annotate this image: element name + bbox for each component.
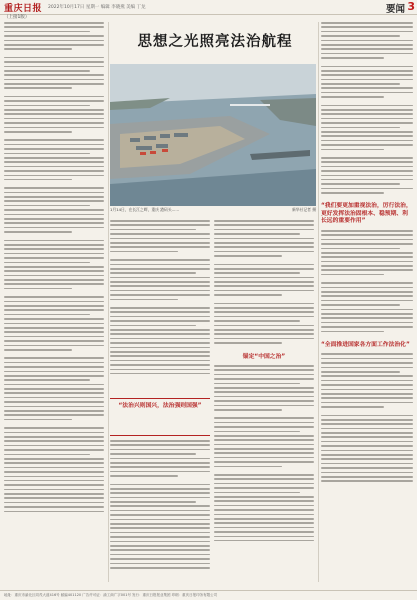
photo-credit: 新华社记者 摄	[292, 207, 316, 212]
newspaper-logo: 重庆日报	[4, 4, 43, 14]
page-footer: 地址：重庆市渝北区同茂大道416号 邮编401120 广告许可证：渝工商广字001号 发行：重庆日报报业集团 印刷：重庆日报印务有限公司	[0, 590, 417, 600]
article-column-2b	[110, 440, 210, 582]
pull-quote: “法治兴则国兴，法治强则国强”	[110, 398, 210, 436]
column-divider	[318, 22, 319, 582]
masthead	[0, 0, 417, 15]
page-number: 3	[407, 0, 415, 13]
lead-tag: （上接1版）	[4, 15, 30, 20]
subhead-2: “我们要更加重视法治，厉行法治，更好发挥法治固根本、稳预期、利长远的重要作用”	[321, 203, 412, 225]
column-divider	[108, 22, 109, 582]
article-column-3	[214, 220, 314, 582]
subhead-1: 锚定“中国之治”	[242, 353, 286, 360]
hero-photo	[110, 64, 316, 206]
article-column-2	[110, 220, 210, 395]
section-title: 要闻	[385, 4, 405, 15]
photo-caption-row	[110, 207, 316, 217]
article-column-1	[4, 22, 104, 584]
headline: 思想之光照亮法治航程	[137, 33, 293, 50]
dateline: 2022年10月17日 星期一 编辑 李晓燕 美编 丁龙	[48, 5, 146, 10]
article-column-4	[321, 22, 413, 584]
photo-caption: 1月14日，在长江之畔，重庆 港码头……	[110, 207, 180, 212]
port-aerial-image	[110, 64, 316, 206]
subhead-3: “全面推进国家各方面工作法治化”	[321, 341, 410, 348]
